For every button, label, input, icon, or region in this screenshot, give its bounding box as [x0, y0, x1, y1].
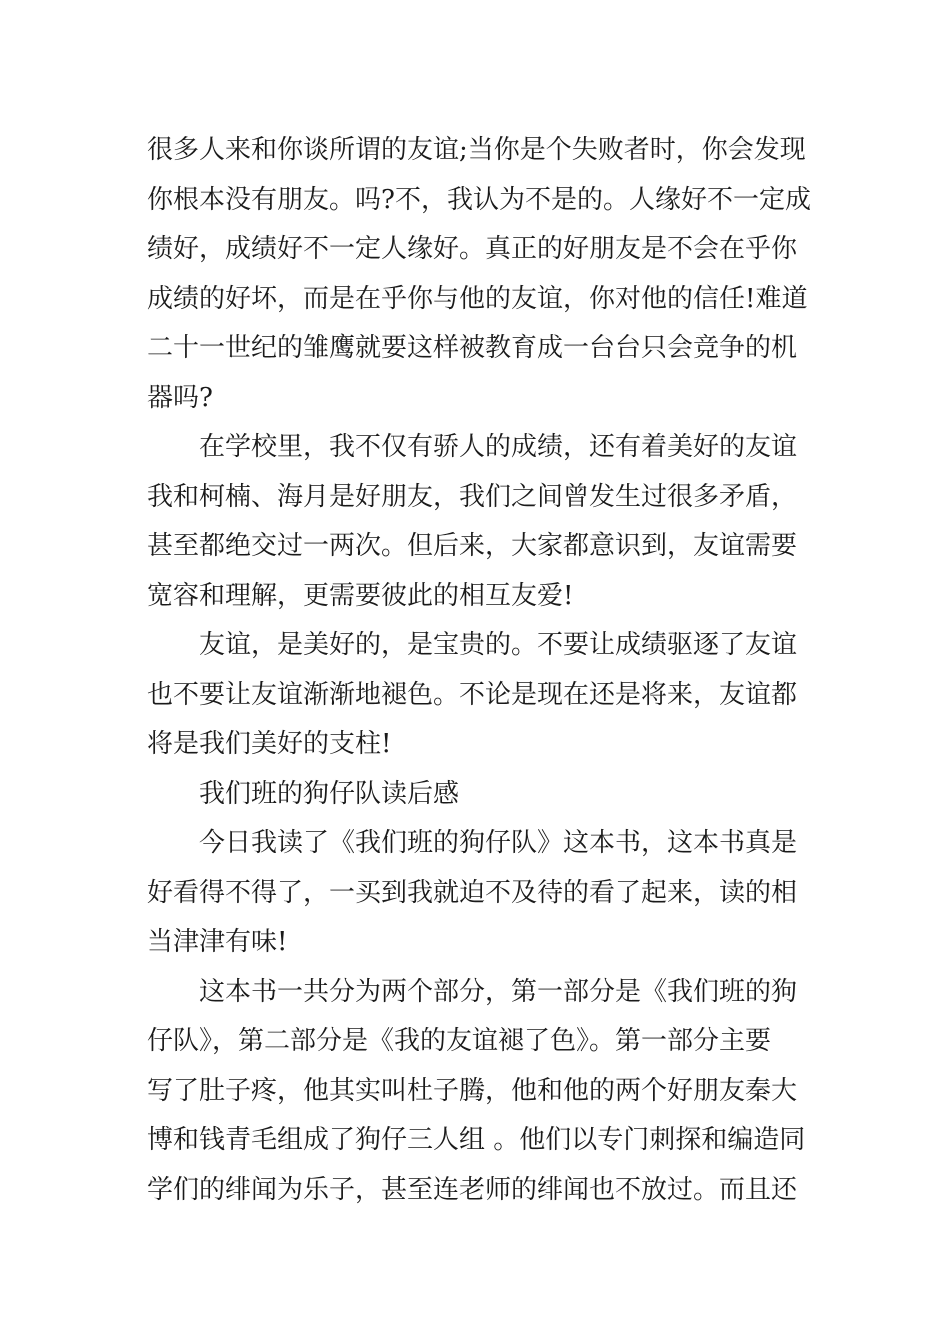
text-line: 宽容和理解，更需要彼此的相互友爱! [147, 580, 574, 611]
text-line: 成绩的好坏，而是在乎你与他的友谊，你对他的信任!难道 [147, 283, 808, 314]
text-line: 当津津有味! [147, 927, 288, 957]
text-line: 二十一世纪的雏鹰就要这样被教育成一台台只会竞争的机 [147, 333, 798, 363]
text-line: 仔队》，第二部分是《我的友谊褪了色》。第一部分主要 [147, 1026, 772, 1056]
text-line: 甚至都绝交过一两次。但后来，大家都意识到，友谊需要 [147, 531, 798, 561]
text-line: 博和钱青毛组成了狗仔三人组 。他们以专门刺探和编造同 [147, 1125, 806, 1155]
text-line: 写了肚子疼，他其实叫杜子腾，他和他的两个好朋友秦大 [147, 1075, 798, 1106]
text-line: 友谊，是美好的，是宝贵的。不要让成绩驱逐了友谊 [199, 630, 798, 660]
text-line: 我和柯楠、海月是好朋友，我们之间曾发生过很多矛盾， [147, 481, 798, 512]
text-line: 这本书一共分为两个部分，第一部分是《我们班的狗 [199, 976, 798, 1007]
text-line: 在学校里，我不仅有骄人的成绩，还有着美好的友谊 [199, 432, 798, 462]
text-line: 学们的绯闻为乐子，甚至连老师的绯闻也不放过。而且还 [147, 1174, 798, 1205]
text-line: 绩好，成绩好不一定人缘好。真正的好朋友是不会在乎你 [147, 234, 798, 264]
text-line: 今日我读了《我们班的狗仔队》这本书，这本书真是 [199, 828, 798, 858]
text-line: 将是我们美好的支柱! [147, 729, 392, 759]
text-line: 很多人来和你谈所谓的友谊;当你是个失败者时，你会发现 [147, 135, 806, 165]
document-body [147, 126, 817, 1215]
text-line: 器吗? [147, 382, 213, 413]
text-line: 我们班的狗仔队读后感 [199, 778, 460, 809]
text-line: 你根本没有朋友。吗?不，我认为不是的。人缘好不一定成 [147, 184, 811, 215]
text-line: 也不要让友谊渐渐地褪色。不论是现在还是将来，友谊都 [147, 679, 798, 710]
text-line: 好看得不得了，一买到我就迫不及待的看了起来，读的相 [147, 877, 798, 908]
